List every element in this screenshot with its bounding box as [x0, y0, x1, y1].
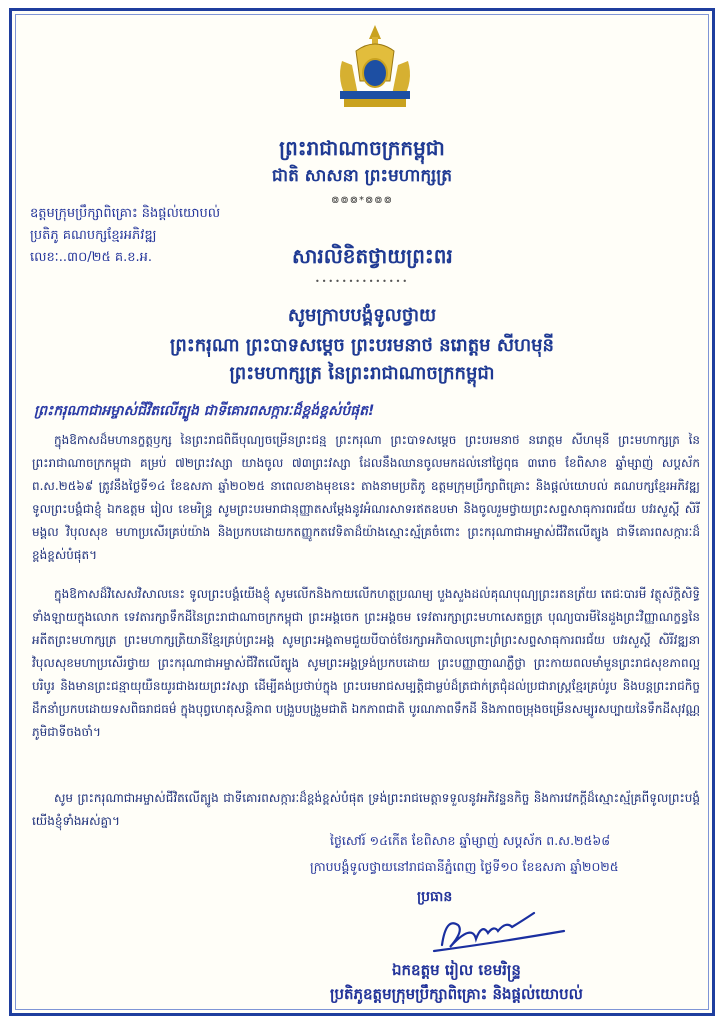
kingdom-name: ព្រះរាជាណាចក្រកម្ពុជា: [279, 136, 445, 160]
salutation: ព្រះករុណាជាអម្ចាស់ជីវិតលើត្បូង ជាទីគោរពសក្ការៈដ៏ខ្ពង់ខ្ពស់បំផុត!: [34, 403, 375, 419]
ornament-divider: ៙៙៙*៙៙៙: [331, 195, 393, 206]
handwritten-signature: [424, 901, 574, 961]
signatory-name: ឯកឧត្តម រៀល ខេមរិន្ទ្រ: [392, 961, 521, 979]
address-line-3: ព្រះមហាក្សត្រ នៃព្រះរាជាណាចក្រកម្ពុជា: [229, 363, 495, 384]
party-delegation: ប្រតិភូ គណបក្សខ្មែរអភិវឌ្ឍ: [30, 228, 157, 243]
solar-date: ក្រាបបង្គំទូលថ្វាយនៅរាជធានីភ្នំពេញ ថ្ងៃទី១០ ខែឧសភា ឆ្នាំ២០២៥: [310, 859, 619, 874]
lunar-date: ថ្ងៃសៅរ៍ ១៤កើត ខែពិសាខ ឆ្នាំម្សាញ់ សប្តស័ក ព.ស.២៥៦៨: [330, 833, 611, 848]
letter-title: សារលិខិតថ្វាយព្រះពរ: [292, 244, 453, 268]
body-paragraph: សូម ព្រះករុណាជាអម្ចាស់ជីវិតលើត្បូង ជាទីគោរពសក្ការៈដ៏ខ្ពង់ខ្ពស់បំផុត ទ្រង់ព្រះរាជមេត្តាទទួលនូវអភិវន្ទនកិច្ច និងការវេកក្តីដ៏ស្មោះស្ម័គ្រពីទូលព្រះបង្គំយើងខ្ញុំទាំងអស់គ្នា។: [32, 791, 700, 828]
royal-coat-of-arms-emblem: [330, 21, 420, 113]
council-name: ឧត្តមក្រុមប្រឹក្សាពិគ្រោះ និងផ្តល់យោបល់: [30, 206, 221, 221]
reference-number: លេខៈ..៣០/២៥ គ.ខ.អ.: [30, 250, 153, 265]
address-line-2: ព្រះករុណា ព្រះបាទសម្តេច ព្រះបរមនាថ នរោត្តម សីហមុនី: [170, 335, 554, 356]
address-line-1: សូមក្រាបបង្គំទូលថ្វាយ: [287, 305, 437, 326]
body-paragraph: ក្នុងឱកាសដ៏វិសេសវិសាលនេះ ទូលព្រះបង្គំយើងខ្ញុំ សូមលើកនិងកាយលើកហត្ថប្រណម្យ បួងសួងដល់គុណបុណ្យព្រះរតនត្រ័យ តេជៈបារមី វត្ថុស័ក្តិសិទ្ធិទាំងឡាយក្នុងលោក ទេវតារក្សាទឹកដីនៃព្រះរាជាណាចក្រកម្ពុជា ព្រះអង្គចេក ព្រះអង្គចម ទេវតារក្សាព្រះមហាសេតច្ឆត្រ បុណ្យបារមីនៃដួងព្រះវិញ្ញាណក្ខន្ធនៃអតីតព្រះមហាក្សត្រ ព្រះមហាក្សត្រិយានីខ្មែរគ្រប់ព្រះអង្គ សូមព្រះអង្គតាមជួយបីបាច់ថែរក្សាអភិបាលព្រោះព្រំព្រះសព្ទសាធុការពរជ័យ បវរសួស្តី សិរីវឌ្ឍនា វិបុលសុខមហាប្រសើរថ្វាយ ព្រះករុណាជាអម្ចាស់ជីវិតលើត្បូង សូមព្រះអង្គទ្រង់ប្រកបដោយ ព្រះបញ្ញាញាណភ្លឺថ្លា ព្រះកាយពលមាំមួនព្រះរាជសុខភាពល្អបរិបូរ និងមានព្រះជន្មាយុយឺនយូរជាងរយព្រះវស្សា ដើម្បីគង់ប្រថាប់ក្នុង ព្រះបរមរាជសម្បត្តិជាម្លប់ដ៏ត្រជាក់ត្រជុំដល់ប្រជារាស្ត្រខ្មែរគ្រប់រូប និងបន្តព្រះរាជកិច្ចដឹកនាំប្រកបដោយទសពិធរាជធម៌ ក្នុងបុព្វហេតុសន្តិភាព បង្រួបបង្រួមជាតិ ឯកភាពជាតិ បូរណភាពទឹកដី និងភាពចម្រុងចម្រើនសម្បូរសប្បាយនៃទឹកដីសុវណ្ណភូមិជាទីចងចាំ។: [32, 587, 700, 739]
national-motto: ជាតិ សាសនា ព្រះមហាក្សត្រ: [271, 166, 453, 186]
president-label: ប្រធាន: [417, 889, 453, 905]
body-paragraph: ក្នុងឱកាសដ៏មហានក្ខត្តឫក្ស នៃព្រះរាជពិធីបុណ្យចម្រើនព្រះជន្ម ព្រះករុណា ព្រះបាទសម្តេច ព្រះបរមនាថ នរោត្តម សីហមុនី ព្រះមហាក្សត្រ នៃព្រះរាជាណាចក្រកម្ពុជា គម្រប់ ៧២ព្រះវស្សា យាងចូល ៧៣ព្រះវស្សា ដែលនឹងឈានចូលមកដល់នៅថ្ងៃពុធ ៣រោច ខែពិសាខ ឆ្នាំម្សាញ់ សប្តស័ក ព.ស.២៥៦៩ ត្រូវនឹងថ្ងៃទី១៤ ខែឧសភា ឆ្នាំ២០២៥ នាពេលខាងមុខនេះ តាងនាមប្រតិភូ ឧត្តមក្រុមប្រឹក្សាពិគ្រោះ និងផ្តល់យោបល់ គណបក្សខ្មែរអភិវឌ្ឍ ទូលព្រះបង្គំជាខ្ញុំ ឯកឧត្តម រៀល ខេមរិន្ទ្រ សូមព្រះបរមរាជានុញ្ញាតសម្តែងនូវអំណរសាទរឥតឧបមា និងចូលរួមថ្វាយព្រះសព្ទសាធុការពរជ័យ បវរសួស្តី សិរីមង្គល វិបុលសុខ មហាប្រសើរគ្រប់យ៉ាង និងប្រកបដោយកតញ្ញូកតវេទិតាដ៏យ៉ាងស្មោះស្ម័គ្រចំពោះ ព្រះករុណាជាអម្ចាស់ជីវិតលើត្បូង ជាទីគោរពសក្ការៈដ៏ខ្ពង់ខ្ពស់បំផុត។: [32, 433, 700, 562]
letter-page: [9, 8, 715, 1016]
title-ornament: ••••••••••••••: [314, 277, 410, 286]
signatory-title: ប្រតិភូឧត្តមក្រុមប្រឹក្សាពិគ្រោះ និងផ្តល់យោបល់: [330, 985, 583, 1003]
